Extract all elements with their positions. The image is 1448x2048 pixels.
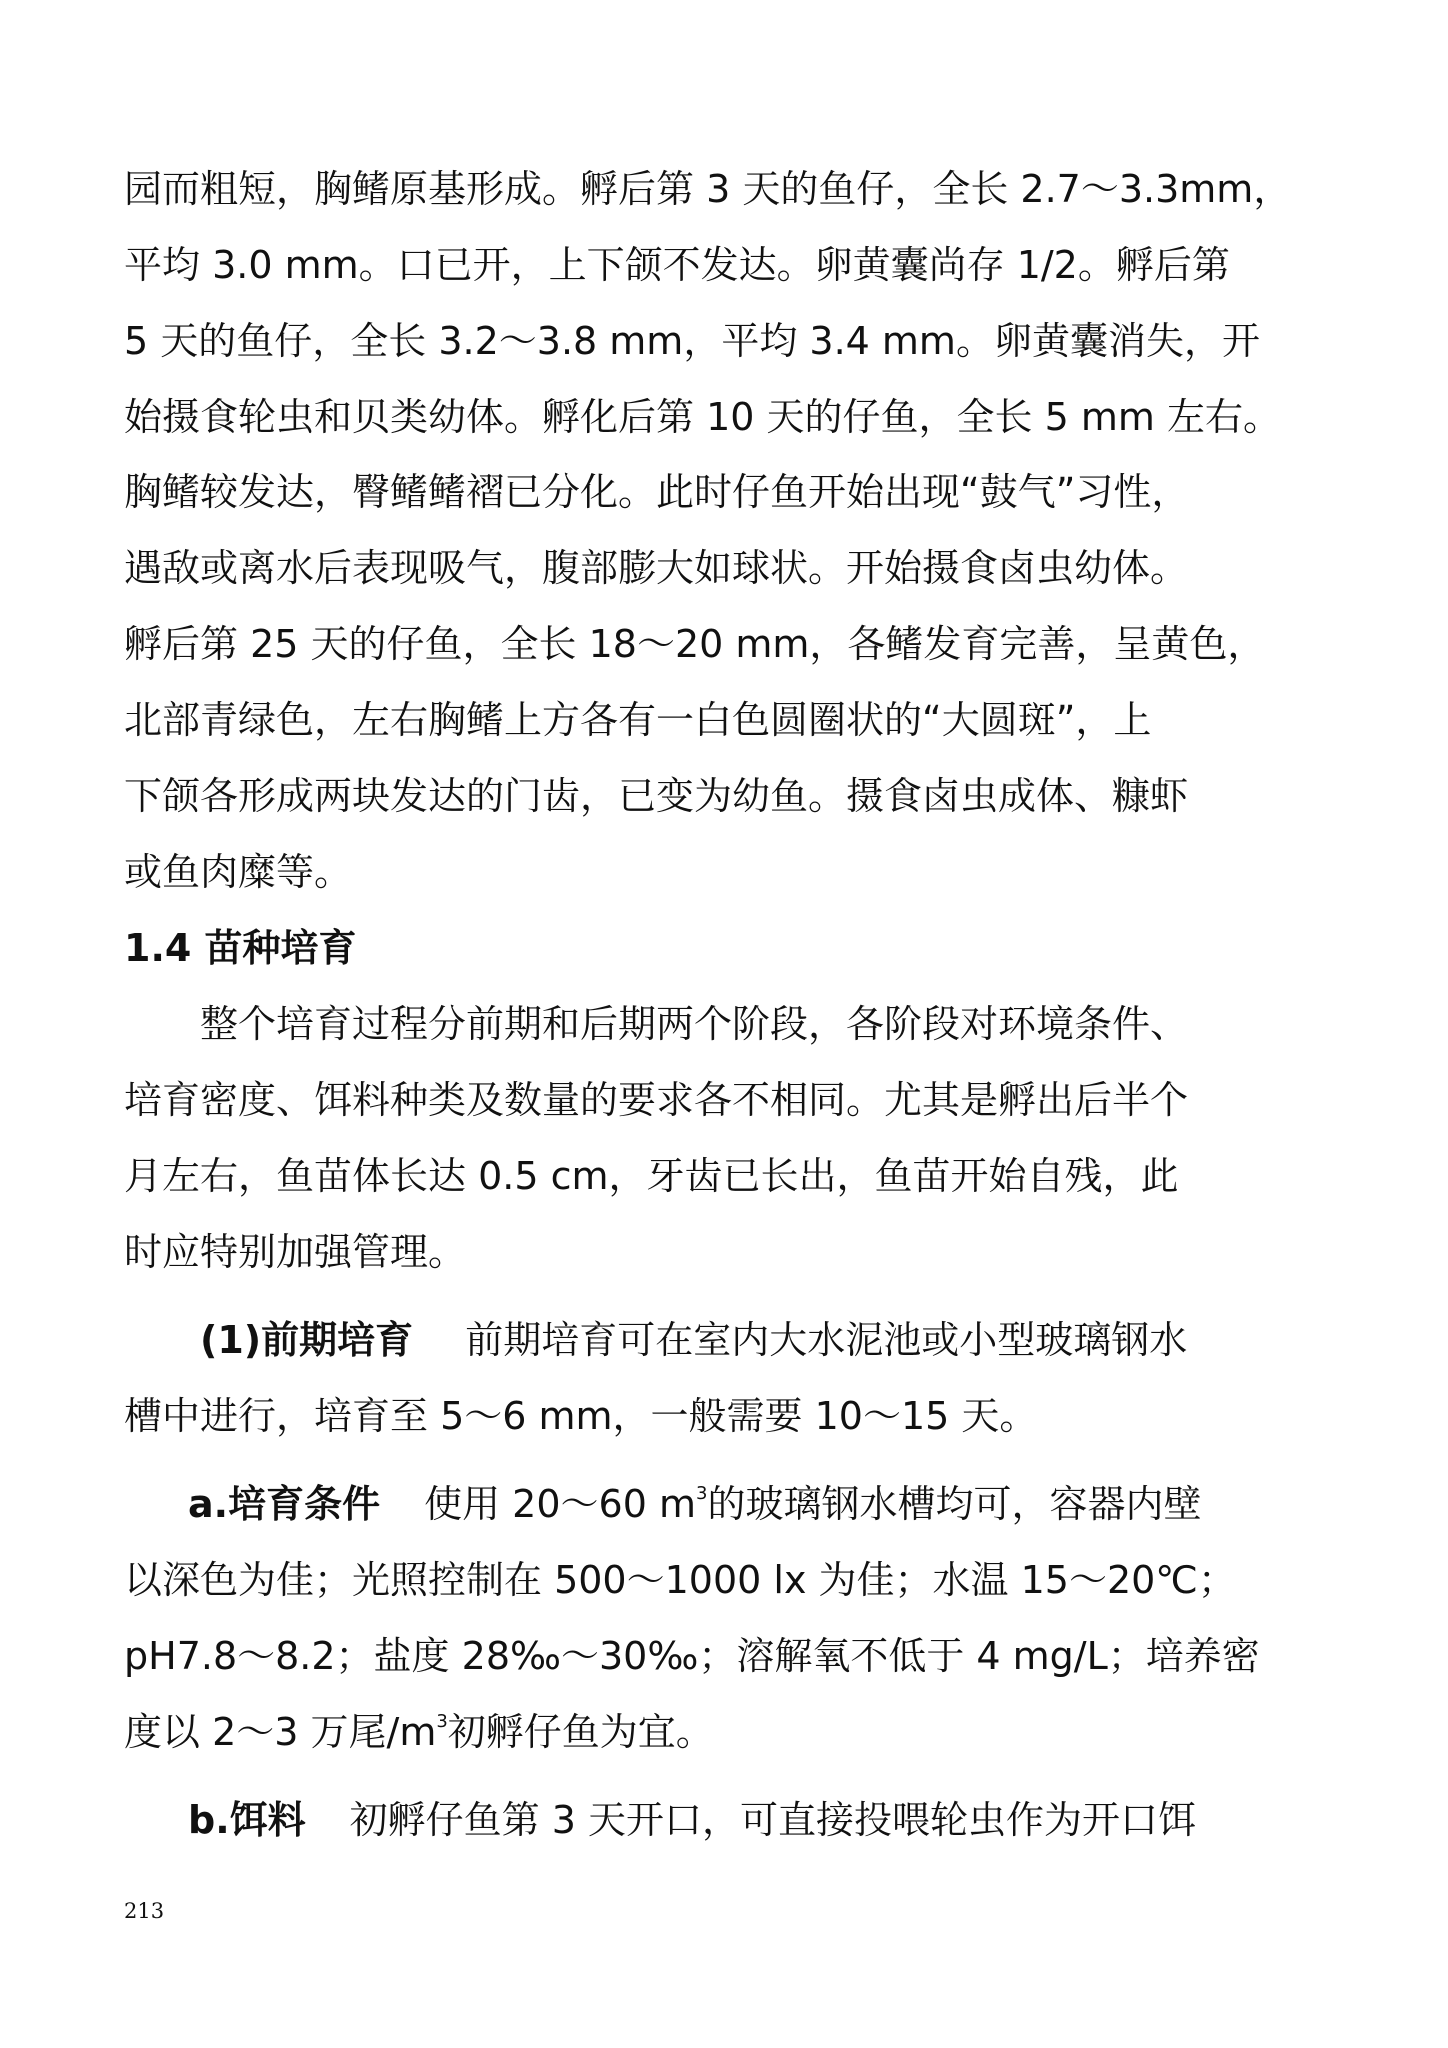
body-line-1: 园而粗短，胸鳍原基形成。孵后第 3 天的鱼仔，全长 2.7～3.3mm， (124, 167, 1292, 211)
body-line-2: 平均 3.0 mm。口已开，上下颌不发达。卵黄囊尚存 1/2。孵后第 (124, 243, 1230, 287)
conditions-line-4-text-a: 度以 2～3 万尾/m (124, 1710, 437, 1754)
early-stage-label: (1)前期培育 (200, 1318, 414, 1362)
early-stage-line-1 (200, 1312, 1334, 1368)
cubic-superscript: 3 (436, 1711, 448, 1732)
conditions-label: a.培育条件 (188, 1482, 381, 1526)
body-line-9: 下颌各形成两块发达的门齿，已变为幼鱼。摄食卤虫成体、糠虾 (124, 774, 1189, 818)
feed-label: b.饵料 (188, 1798, 306, 1842)
section-paragraph-line-4: 时应特别加强管理。 (124, 1230, 467, 1274)
conditions-line-4 (124, 1704, 1334, 1760)
conditions-line-3: pH7.8～8.2；盐度 28‰～30‰；溶解氧不低于 4 mg/L；培养密 (124, 1634, 1260, 1678)
cubic-superscript: 3 (695, 1483, 708, 1504)
conditions-line-1-text-a: 使用 20～60 m (424, 1482, 696, 1526)
conditions-line-2: 以深色为佳；光照控制在 500～1000 lx 为佳；水温 15～20℃； (124, 1558, 1236, 1602)
body-line-3: 5 天的鱼仔，全长 3.2～3.8 mm，平均 3.4 mm。卵黄囊消失，开 (124, 319, 1260, 363)
body-line-7: 孵后第 25 天的仔鱼，全长 18～20 mm，各鳍发育完善，呈黄色， (124, 622, 1266, 666)
section-paragraph-line-1: 整个培育过程分前期和后期两个阶段，各阶段对环境条件、 (200, 1002, 1189, 1046)
page-number: 213 (124, 1899, 165, 1923)
body-line-5: 胸鳍较发达，臀鳍鳍褶已分化。此时仔鱼开始出现“鼓气”习性， (124, 470, 1190, 514)
early-stage-line-1-text: 前期培育可在室内大水泥池或小型玻璃钢水 (465, 1318, 1188, 1362)
body-line-10: 或鱼肉糜等。 (124, 850, 353, 894)
feed-line-1-text: 初孵仔鱼第 3 天开口，可直接投喂轮虫作为开口饵 (349, 1798, 1196, 1842)
section-paragraph-line-3: 月左右，鱼苗体长达 0.5 cm，牙齿已长出，鱼苗开始自残，此 (124, 1154, 1179, 1198)
body-line-4: 始摄食轮虫和贝类幼体。孵化后第 10 天的仔鱼，全长 5 mm 左右。 (124, 395, 1281, 439)
body-line-6: 遇敌或离水后表现吸气，腹部膨大如球状。开始摄食卤虫幼体。 (124, 546, 1189, 590)
section-paragraph-line-2: 培育密度、饵料种类及数量的要求各不相同。尤其是孵出后半个 (124, 1078, 1189, 1122)
conditions-line-1 (188, 1476, 1334, 1532)
conditions-line-1-text-b: 的玻璃钢水槽均可，容器内壁 (707, 1482, 1202, 1526)
conditions-line-4-text-b: 初孵仔鱼为宜。 (447, 1710, 714, 1754)
feed-line-1 (188, 1792, 1334, 1848)
section-heading: 1.4 苗种培育 (124, 926, 357, 970)
body-line-8: 北部青绿色，左右胸鳍上方各有一白色圆圈状的“大圆斑”，上 (124, 698, 1152, 742)
early-stage-line-2: 槽中进行，培育至 5～6 mm，一般需要 10～15 天。 (124, 1394, 1038, 1438)
